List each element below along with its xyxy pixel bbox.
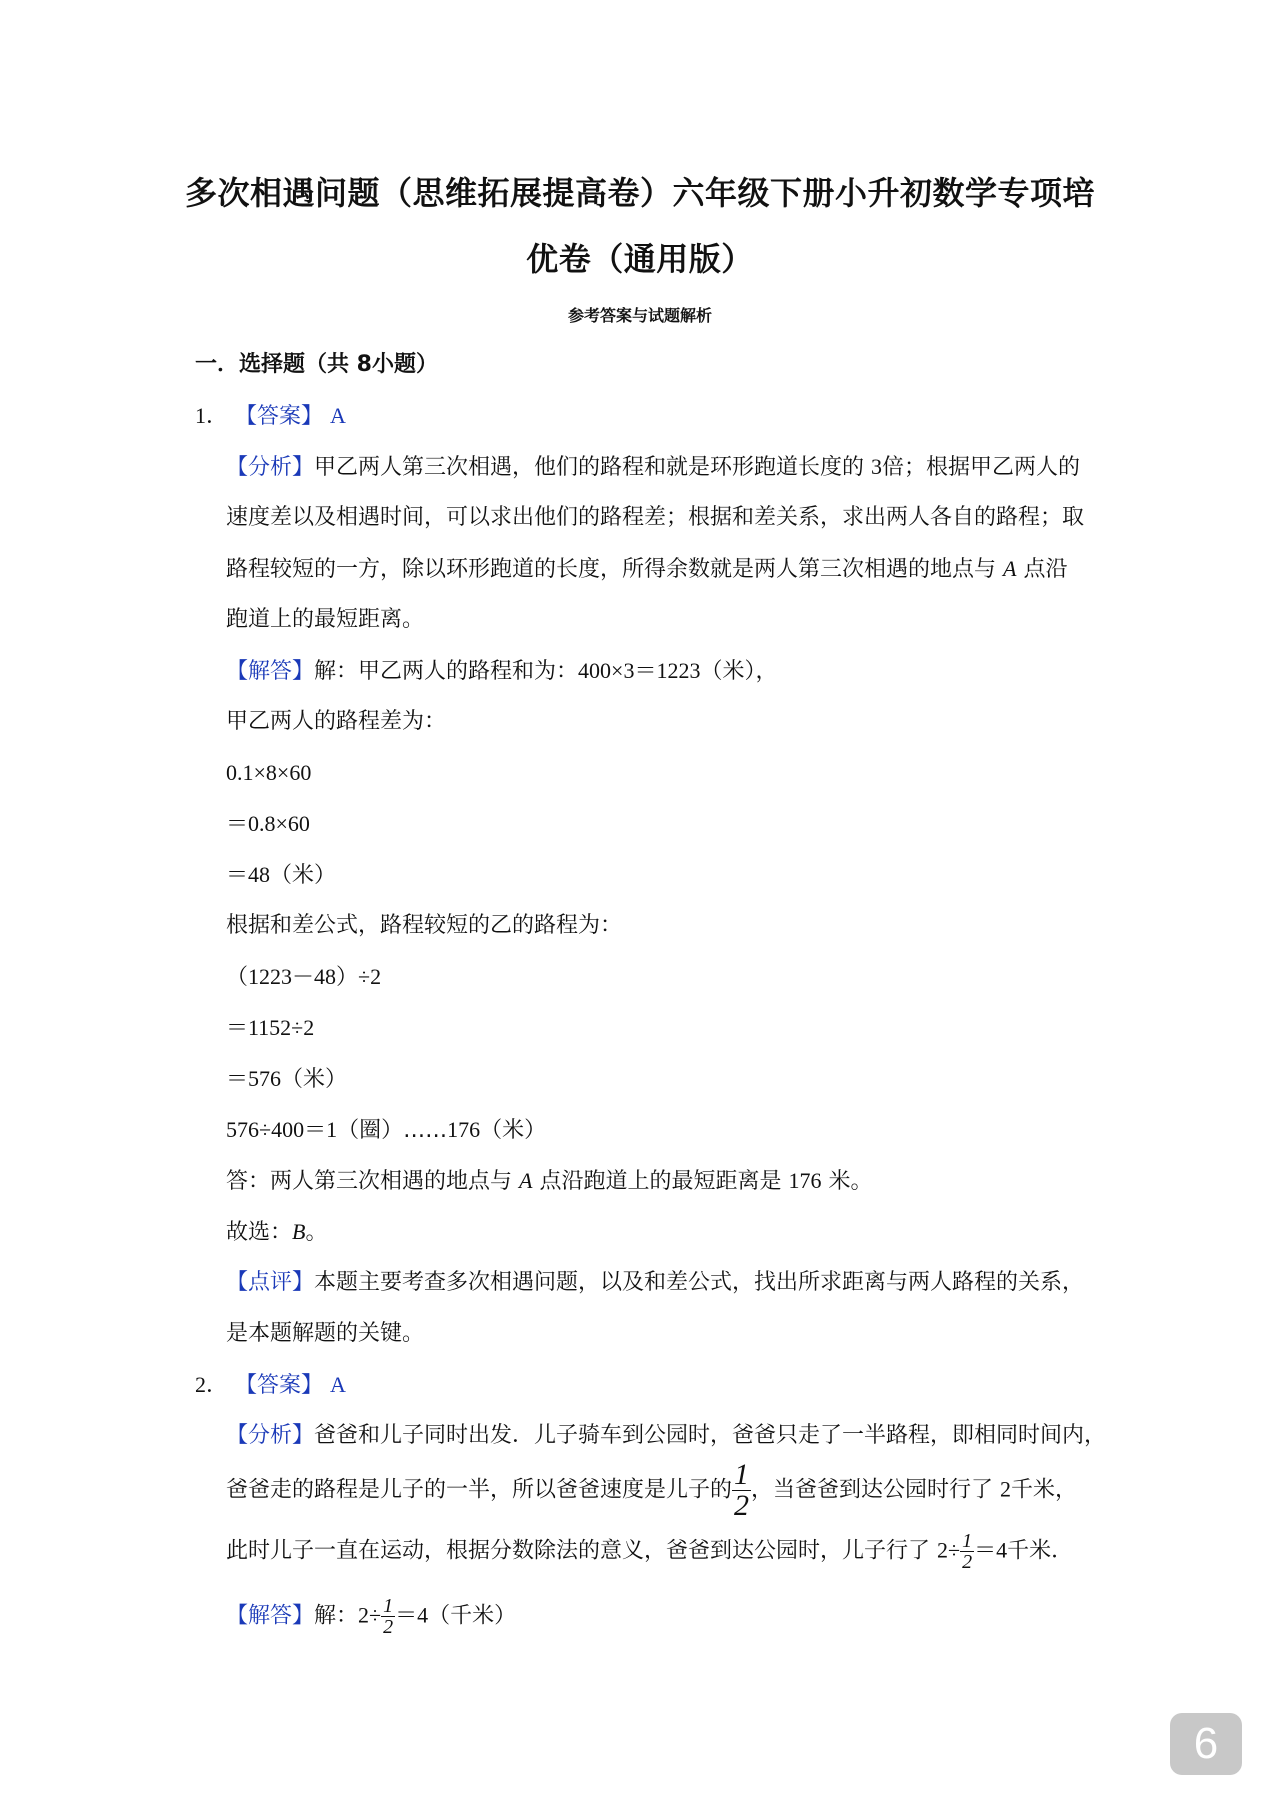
- q1-solve-line5: ＝48（米）: [226, 862, 337, 888]
- q2-answer-line: [195, 1372, 346, 1399]
- section-heading: 一．选择题（共 8小题）: [195, 352, 438, 377]
- q2-analysis-tag: 【分析】: [226, 1423, 315, 1448]
- q2-analysis-line3: 此时儿子一直在运动，根据分数除法的意义，爸爸到达公园时，儿子行了 2÷ $\frac{1}{2}$ ＝4千米．: [226, 1530, 1074, 1573]
- q2-analysis-line2: 爸爸走的路程是儿子的一半，所以爸爸速度是儿子的 $\frac{1}{2}$ ，当爸爸到达公园时行了 2千米，: [226, 1458, 1078, 1522]
- q1-answer-tag: 【答案】: [235, 404, 324, 429]
- q1-analysis-line1: 【分析】甲乙两人第三次相遇，他们的路程和就是环形跑道长度的 3倍；根据甲乙两人的: [226, 454, 1081, 480]
- page-title-line1: 多次相遇问题（思维拓展提高卷）六年级下册小升初数学专项培: [184, 174, 1095, 212]
- q2-fraction-half-small: $\frac{1}{2}$: [962, 1530, 973, 1573]
- q1-solve-line6: 根据和差公式，路程较短的乙的路程为：: [226, 913, 623, 938]
- q1-answer-line: [195, 403, 346, 430]
- q2-solve-fraction: $\frac{1}{2}$: [383, 1595, 394, 1638]
- q1-solve-line7: （1223－48）÷2: [226, 964, 382, 989]
- q1-analysis-line3: 路程较短的一方，除以环形跑道的长度，所得余数就是两人第三次相遇的地点与 A 点沿: [226, 556, 1068, 582]
- q1-solve-line8: ＝1152÷2: [226, 1015, 315, 1040]
- q1-choice-line: 故选：B。: [226, 1219, 328, 1245]
- q1-comment-line1: 【点评】本题主要考查多次相遇问题，以及和差公式，找出所求距离与两人路程的关系，: [226, 1270, 1085, 1295]
- q2-answer-value: A: [330, 1372, 346, 1397]
- q1-solve-line1: 【解答】解：甲乙两人的路程和为：400×3＝1223（米），: [226, 658, 778, 684]
- page-number-badge: 6: [1170, 1713, 1242, 1775]
- page-title-line2: 优卷（通用版）: [526, 240, 754, 278]
- q1-solve-line2: 甲乙两人的路程差为：: [226, 709, 447, 734]
- q1-analysis-line4: 跑道上的最短距离。: [226, 607, 425, 632]
- q1-solve-tag: 【解答】: [226, 659, 315, 684]
- q1-comment-line2: 是本题解题的关键。: [226, 1321, 425, 1346]
- page-subtitle: 参考答案与试题解析: [567, 306, 712, 325]
- q2-analysis-line1: 【分析】爸爸和儿子同时出发．儿子骑车到公园时，爸爸只走了一半路程，即相同时间内，: [226, 1423, 1107, 1448]
- q2-fraction-half: $\frac{1}{2}$: [734, 1458, 750, 1522]
- q1-analysis-line2: 速度差以及相遇时间，可以求出他们的路程差；根据和差关系，求出两人各自的路程；取: [226, 505, 1085, 530]
- q1-analysis-tag: 【分析】: [226, 455, 315, 480]
- q1-solve-line10: 576÷400＝1（圈）……176（米）: [226, 1117, 547, 1143]
- q1-comment-tag: 【点评】: [226, 1270, 315, 1295]
- q1-answer-statement: 答：两人第三次相遇的地点与 A 点沿跑道上的最短距离是 176 米。: [226, 1168, 873, 1194]
- q1-solve-line4: ＝0.8×60: [226, 811, 310, 836]
- q1-answer-value: A: [330, 403, 346, 428]
- q1-solve-line3: 0.1×8×60: [226, 760, 312, 785]
- q2-answer-tag: 【答案】: [235, 1373, 324, 1398]
- q2-solve-tag: 【解答】: [226, 1603, 315, 1629]
- q1-number: 1．: [195, 403, 229, 428]
- q2-solve-line1: 【解答】解：2÷ $\frac{1}{2}$ ＝4（千米）: [226, 1595, 517, 1638]
- q2-number: 2．: [195, 1372, 229, 1397]
- q1-solve-line9: ＝576（米）: [226, 1066, 348, 1092]
